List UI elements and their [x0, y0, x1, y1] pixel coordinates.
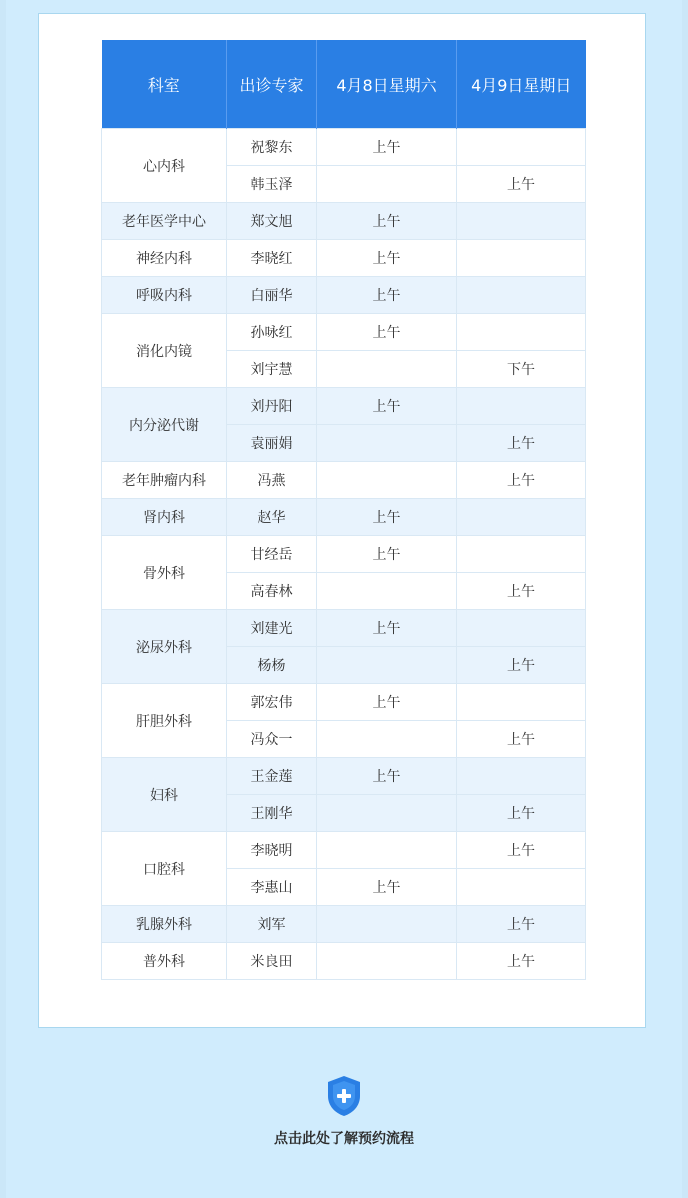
doctor-cell: 冯燕 [227, 462, 317, 499]
table-row [102, 462, 586, 499]
sunday-cell [457, 277, 586, 314]
doctor-cell: 郭宏伟 [227, 684, 317, 721]
doctor-cell: 韩玉泽 [227, 166, 317, 203]
saturday-cell: 上午 [317, 277, 457, 314]
department-cell: 乳腺外科 [102, 906, 227, 943]
doctor-cell: 赵华 [227, 499, 317, 536]
table-row [102, 832, 586, 869]
table-row [102, 758, 586, 795]
doctor-cell: 刘丹阳 [227, 388, 317, 425]
saturday-cell: 上午 [317, 314, 457, 351]
sunday-cell [457, 610, 586, 647]
schedule-table [101, 40, 586, 980]
sunday-cell [457, 684, 586, 721]
sunday-cell: 上午 [457, 462, 586, 499]
saturday-cell [317, 906, 457, 943]
saturday-cell [317, 795, 457, 832]
sunday-cell [457, 203, 586, 240]
sunday-cell [457, 314, 586, 351]
header-doctor: 出诊专家 [227, 40, 317, 129]
doctor-cell: 郑文旭 [227, 203, 317, 240]
saturday-cell [317, 166, 457, 203]
sunday-cell [457, 388, 586, 425]
saturday-cell [317, 647, 457, 684]
department-cell: 普外科 [102, 943, 227, 980]
department-cell: 神经内科 [102, 240, 227, 277]
sunday-cell [457, 536, 586, 573]
schedule-card [38, 13, 646, 1028]
sunday-cell: 上午 [457, 795, 586, 832]
table-row [102, 388, 586, 425]
table-row [102, 610, 586, 647]
doctor-cell: 孙咏红 [227, 314, 317, 351]
doctor-cell: 刘宇慧 [227, 351, 317, 388]
department-cell: 内分泌代谢 [102, 388, 227, 462]
saturday-cell: 上午 [317, 499, 457, 536]
header-department: 科室 [102, 40, 227, 129]
table-row [102, 277, 586, 314]
sunday-cell: 上午 [457, 425, 586, 462]
saturday-cell: 上午 [317, 129, 457, 166]
header-saturday: 4月8日星期六 [317, 40, 457, 129]
page-edge-right [682, 0, 688, 1198]
doctor-cell: 李惠山 [227, 869, 317, 906]
sunday-cell: 上午 [457, 943, 586, 980]
saturday-cell [317, 832, 457, 869]
doctor-cell: 祝黎东 [227, 129, 317, 166]
department-cell: 泌尿外科 [102, 610, 227, 684]
sunday-cell: 上午 [457, 721, 586, 758]
page-edge-left [0, 0, 6, 1198]
saturday-cell [317, 462, 457, 499]
saturday-cell: 上午 [317, 610, 457, 647]
department-cell: 骨外科 [102, 536, 227, 610]
saturday-cell [317, 573, 457, 610]
doctor-cell: 甘经岳 [227, 536, 317, 573]
department-cell: 呼吸内科 [102, 277, 227, 314]
sunday-cell [457, 869, 586, 906]
department-cell: 心内科 [102, 129, 227, 203]
table-row [102, 943, 586, 980]
department-cell: 肾内科 [102, 499, 227, 536]
sunday-cell: 上午 [457, 906, 586, 943]
doctor-cell: 冯众一 [227, 721, 317, 758]
doctor-cell: 李晓红 [227, 240, 317, 277]
table-row [102, 314, 586, 351]
department-cell: 肝胆外科 [102, 684, 227, 758]
sunday-cell: 上午 [457, 832, 586, 869]
schedule-body [102, 129, 586, 980]
doctor-cell: 杨杨 [227, 647, 317, 684]
saturday-cell: 上午 [317, 869, 457, 906]
saturday-cell: 上午 [317, 388, 457, 425]
department-cell: 口腔科 [102, 832, 227, 906]
sunday-cell: 下午 [457, 351, 586, 388]
saturday-cell: 上午 [317, 536, 457, 573]
department-cell: 老年肿瘤内科 [102, 462, 227, 499]
doctor-cell: 刘军 [227, 906, 317, 943]
sunday-cell [457, 758, 586, 795]
saturday-cell [317, 943, 457, 980]
table-row [102, 684, 586, 721]
booking-process-text: 点击此处了解预约流程 [274, 1131, 414, 1147]
saturday-cell: 上午 [317, 240, 457, 277]
sunday-cell [457, 240, 586, 277]
table-row [102, 129, 586, 166]
sunday-cell [457, 129, 586, 166]
header-row [102, 40, 586, 129]
sunday-cell: 上午 [457, 573, 586, 610]
sunday-cell: 上午 [457, 166, 586, 203]
sunday-cell: 上午 [457, 647, 586, 684]
department-cell: 老年医学中心 [102, 203, 227, 240]
booking-process-link[interactable] [0, 1074, 688, 1148]
table-row [102, 906, 586, 943]
department-cell: 妇科 [102, 758, 227, 832]
doctor-cell: 高春林 [227, 573, 317, 610]
doctor-cell: 白丽华 [227, 277, 317, 314]
saturday-cell [317, 425, 457, 462]
doctor-cell: 李晓明 [227, 832, 317, 869]
saturday-cell [317, 721, 457, 758]
header-sunday: 4月9日星期日 [457, 40, 586, 129]
doctor-cell: 米良田 [227, 943, 317, 980]
saturday-cell [317, 351, 457, 388]
shield-plus-icon [324, 1074, 364, 1118]
table-row [102, 499, 586, 536]
saturday-cell: 上午 [317, 758, 457, 795]
saturday-cell: 上午 [317, 203, 457, 240]
sunday-cell [457, 499, 586, 536]
table-row [102, 203, 586, 240]
department-cell: 消化内镜 [102, 314, 227, 388]
table-row [102, 536, 586, 573]
table-row [102, 240, 586, 277]
doctor-cell: 袁丽娟 [227, 425, 317, 462]
doctor-cell: 刘建光 [227, 610, 317, 647]
doctor-cell: 王金莲 [227, 758, 317, 795]
doctor-cell: 王刚华 [227, 795, 317, 832]
saturday-cell: 上午 [317, 684, 457, 721]
